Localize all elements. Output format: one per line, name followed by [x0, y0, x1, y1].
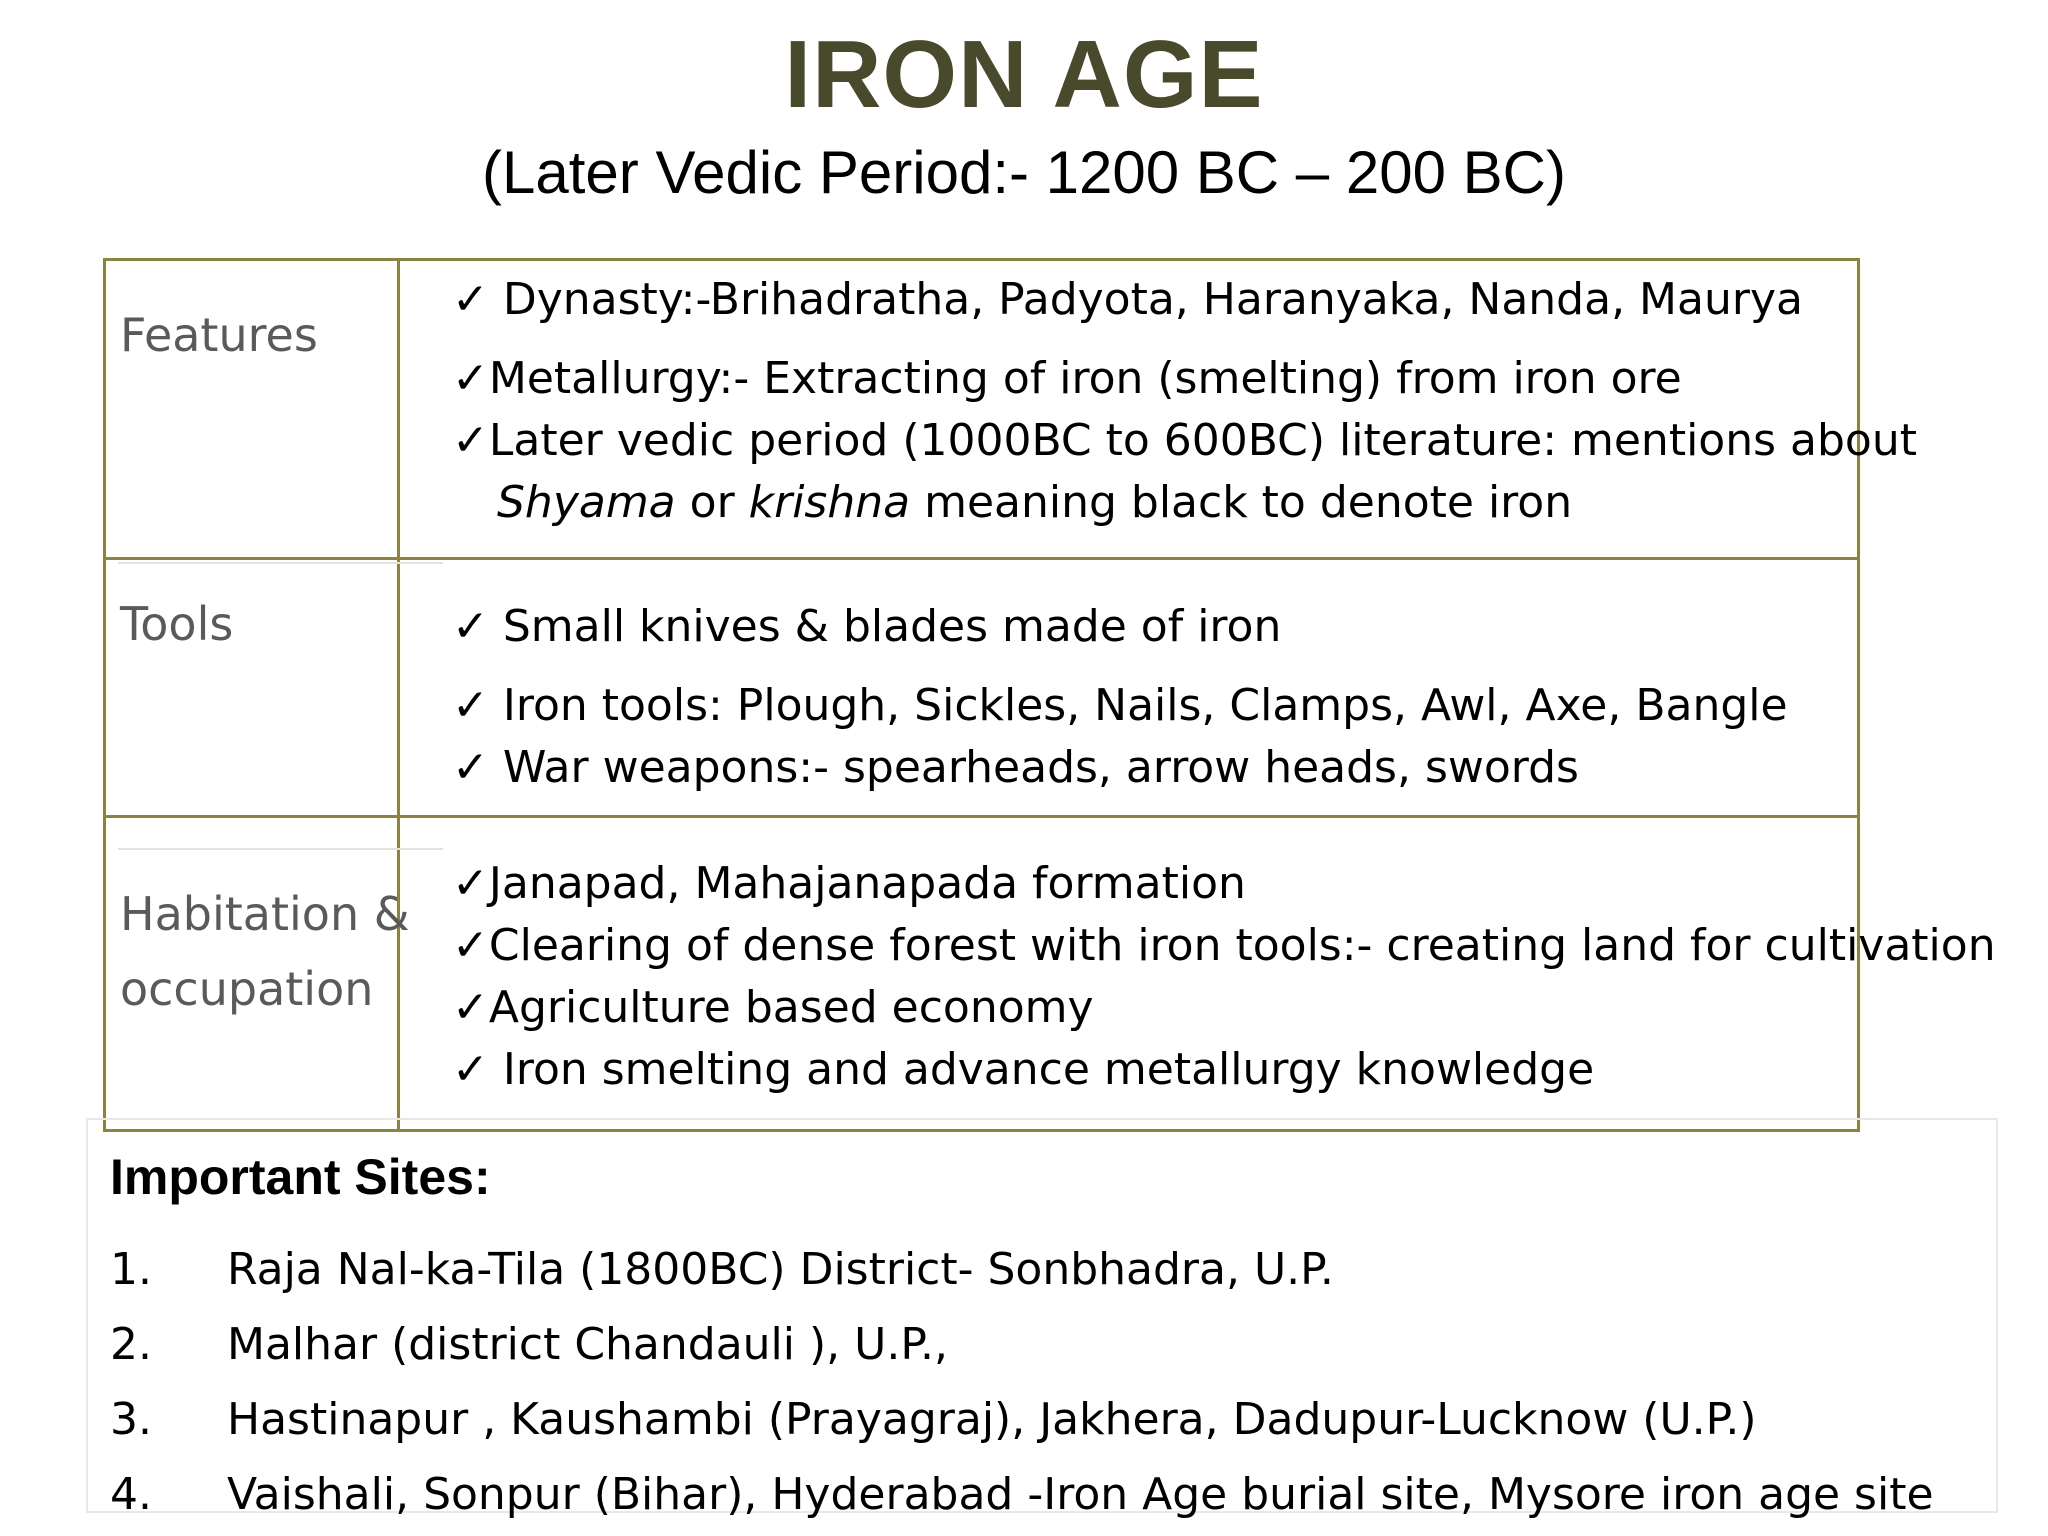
tool-item: ✓ Small knives & blades made of iron	[452, 601, 1282, 652]
row-divider	[106, 557, 1857, 560]
tool-item: ✓ Iron tools: Plough, Sickles, Nails, Clamps, Awl, Axe, Bangle	[452, 680, 1788, 731]
habitation-item: ✓Agriculture based economy	[452, 982, 1094, 1033]
check-icon: ✓	[452, 353, 489, 404]
feature-item: ✓Later vedic period (1000BC to 600BC) literature: mentions about	[452, 415, 1917, 466]
page-subtitle: (Later Vedic Period:- 1200 BC – 200 BC)	[482, 139, 1566, 206]
tool-item: ✓ War weapons:- spearheads, arrow heads, swords	[452, 742, 1579, 793]
sites-heading: Important Sites:	[110, 1149, 491, 1205]
site-item: 2. Malhar (district Chandauli ), U.P.,	[110, 1319, 948, 1370]
check-icon: ✓	[452, 274, 489, 325]
row-divider	[106, 815, 1857, 818]
habitation-item: ✓Janapad, Mahajanapada formation	[452, 858, 1246, 909]
check-icon: ✓	[452, 415, 489, 466]
habitation-item: ✓Clearing of dense forest with iron tools:- creating land for cultivation	[452, 920, 1996, 971]
faint-divider	[118, 562, 443, 564]
feature-item: ✓ Dynasty:-Brihadratha, Padyota, Haranyaka, Nanda, Maurya	[452, 274, 1803, 325]
check-icon: ✓	[452, 742, 489, 793]
site-item: 4. Vaishali, Sonpur (Bihar), Hyderabad -Iron Age burial site, Mysore iron age site	[110, 1469, 1934, 1520]
habitation-item: ✓ Iron smelting and advance metallurgy knowledge	[452, 1044, 1595, 1095]
feature-item: ✓Metallurgy:- Extracting of iron (smelting) from iron ore	[452, 353, 1682, 404]
check-icon: ✓	[452, 680, 489, 731]
site-item: 1. Raja Nal-ka-Tila (1800BC) District- Sonbhadra, U.P.	[110, 1244, 1334, 1295]
check-icon: ✓	[452, 858, 489, 909]
row-label-features: Features	[120, 308, 318, 362]
check-icon: ✓	[452, 920, 489, 971]
site-item: 3. Hastinapur , Kaushambi (Prayagraj), Jakhera, Dadupur-Lucknow (U.P.)	[110, 1394, 1757, 1445]
check-icon: ✓	[452, 601, 489, 652]
row-label-habitation-2: occupation	[120, 962, 374, 1016]
check-icon: ✓	[452, 1044, 489, 1095]
page-title: IRON AGE	[784, 21, 1264, 128]
row-label-tools: Tools	[120, 597, 234, 651]
check-icon: ✓	[452, 982, 489, 1033]
column-divider	[397, 261, 400, 1129]
feature-item-continuation: Shyama or krishna meaning black to denote iron	[497, 477, 1573, 528]
faint-divider	[118, 848, 443, 850]
row-label-habitation-1: Habitation &	[120, 887, 410, 941]
